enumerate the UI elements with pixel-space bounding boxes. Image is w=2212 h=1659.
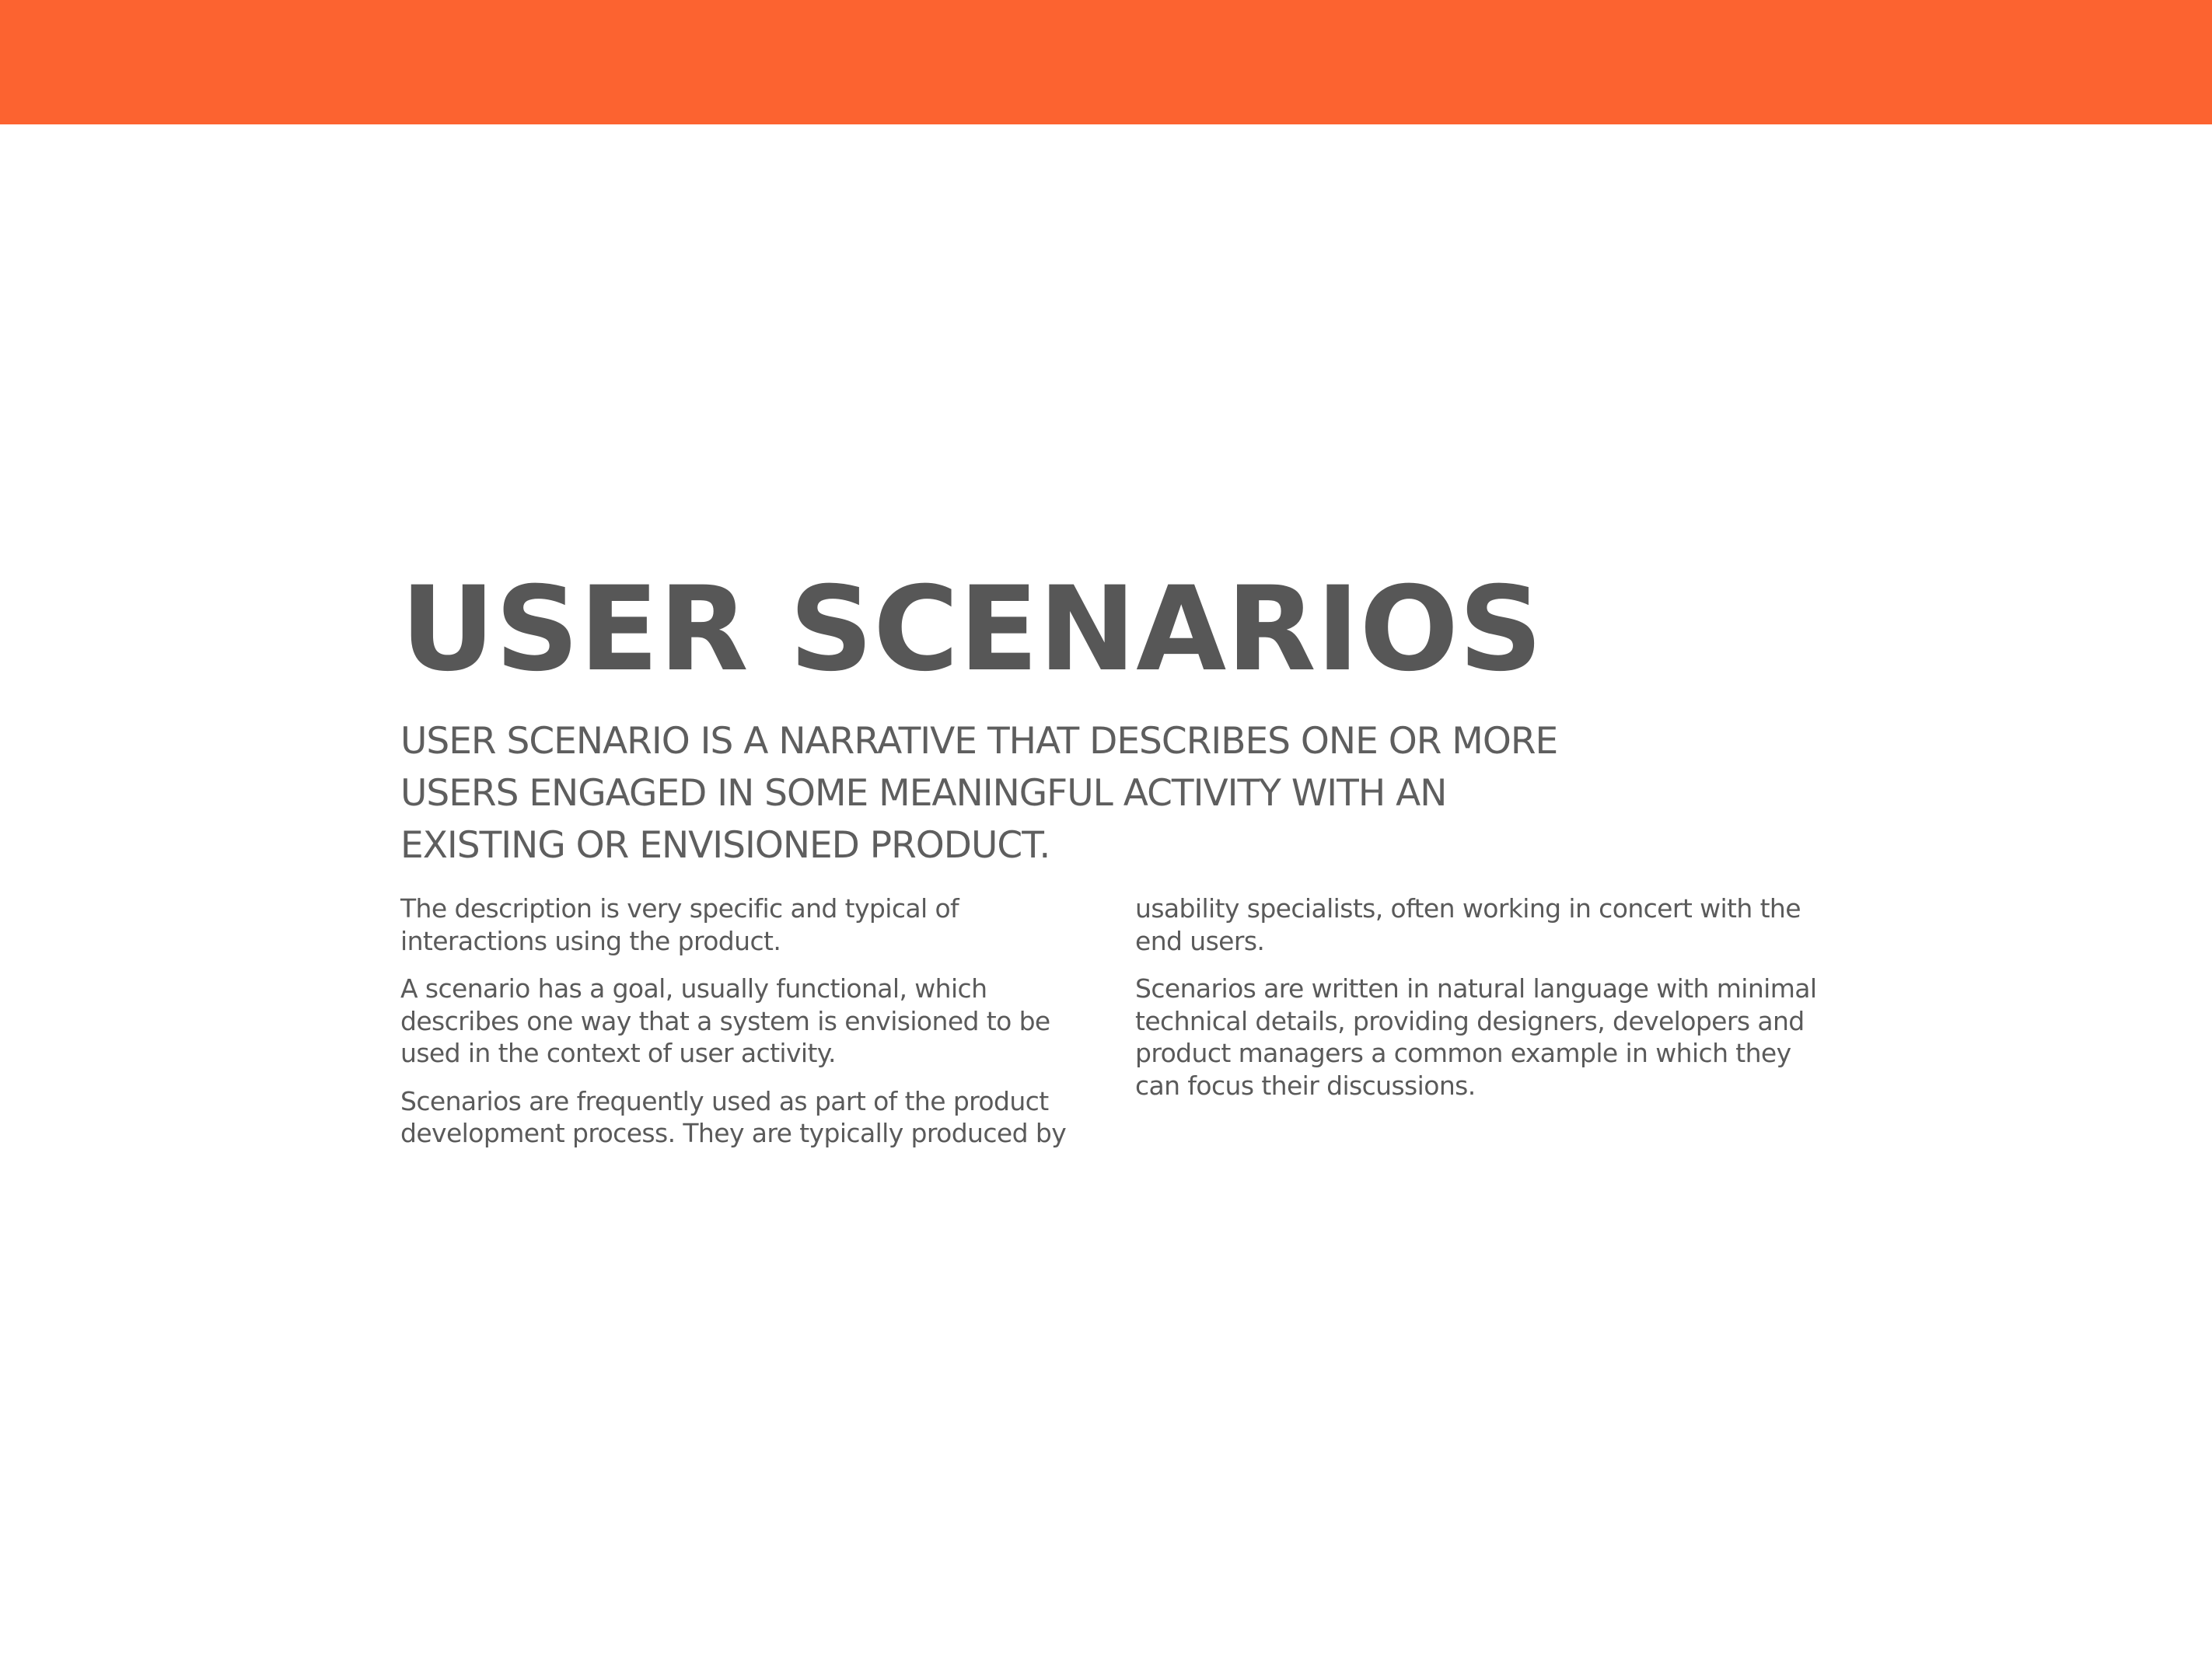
top-accent-bar <box>0 0 2212 124</box>
body-paragraph: Scenarios are frequently used as part of the product development process. They are typically produced by usability specialists, often working in concert with the end users. <box>400 893 1801 1148</box>
body-paragraph: Scenarios are written in natural language with minimal technical details, providing designers, developers and product managers a common example in which they can focus their discussions. <box>1135 973 1817 1101</box>
page-content <box>400 562 1823 1148</box>
body-paragraph: A scenario has a goal, usually functional, which describes one way that a system is envisioned to be used in the context of user activity. <box>400 973 1050 1068</box>
page-title: USER SCENARIOS <box>400 562 1543 697</box>
body-paragraph: The description is very specific and typical of interactions using the product. <box>400 893 959 956</box>
page-subtitle: USER SCENARIO IS A NARRATIVE THAT DESCRIBES ONE OR MORE USERS ENGAGED IN SOME MEANINGFUL ACTIVITY WITH AN EXISTING OR ENVISIONED PRODUCT. <box>400 720 1558 867</box>
body-text-columns <box>400 892 1823 1157</box>
